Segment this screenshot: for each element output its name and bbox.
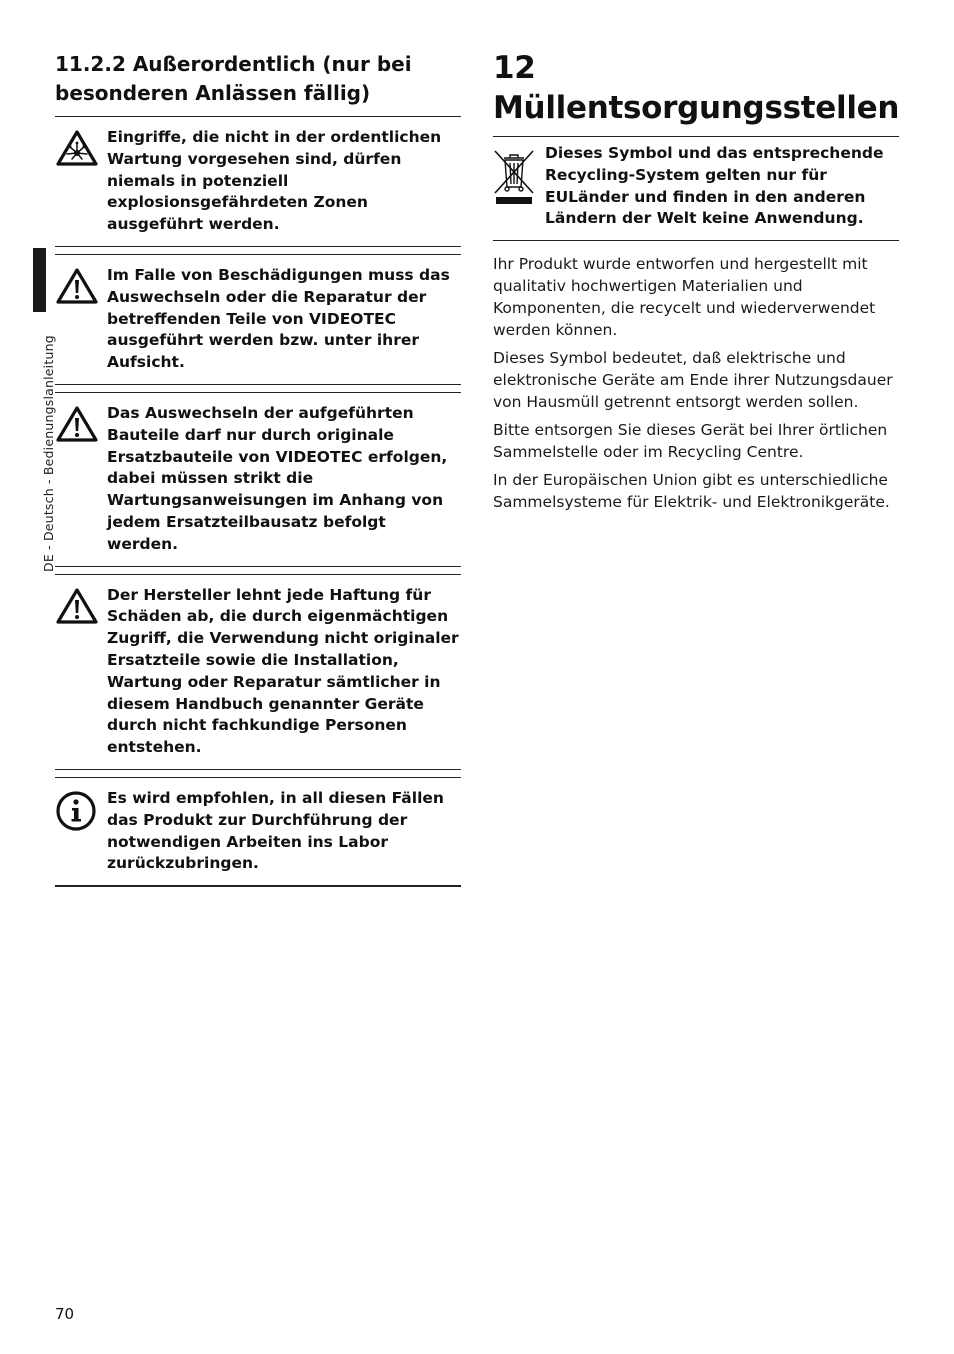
notice-warning xyxy=(55,574,461,770)
notice-explosion xyxy=(55,116,461,247)
page-number: 70 xyxy=(55,1305,75,1323)
chapter-heading: 12 Müllentsorgungsstellen xyxy=(493,50,900,126)
sidebar-language-label: DE - Deutsch - Bedienungslanleitung xyxy=(41,335,56,572)
notice-text: Der Hersteller lehnt jede Haftung für Schäden ab, die durch eigenmächtigen Zugriff, die Verwendung nicht originaler Ersatzteile sowie die Installation, Wartung oder Reparatur sämtlicher in diesem Handbuch genannter Geräte durch nicht fachkundige Personen entstehen. xyxy=(107,585,459,757)
notice-info xyxy=(55,777,461,887)
info-icon xyxy=(55,788,107,875)
notice-text: Im Falle von Beschädigungen muss das Auswechseln oder die Reparatur der betreffenden Teile von VIDEOTEC ausgeführt werden bzw. unter ihrer Aufsicht. xyxy=(107,265,450,372)
body-paragraph: In der Europäischen Union gibt es unterschiedliche Sammelsysteme für Elektrik- und Elektronikgeräte. xyxy=(493,471,890,512)
notice-text: Es wird empfohlen, in all diesen Fällen das Produkt zur Durchführung der notwendigen Arbeiten ins Labor zurückzubringen. xyxy=(107,788,444,873)
notice-warning xyxy=(55,392,461,567)
weee-notice xyxy=(493,136,899,241)
language-tab-marker xyxy=(33,248,46,312)
warning-icon xyxy=(55,585,107,759)
warning-icon xyxy=(55,403,107,556)
warning-icon xyxy=(55,265,107,374)
body-paragraph: Ihr Produkt wurde entworfen und hergestellt mit qualitativ hochwertigen Materialien und Komponenten, die recycelt und wiederverwendet werden können. xyxy=(493,255,876,340)
body-paragraph: Dieses Symbol bedeutet, daß elektrische und elektronische Geräte am Ende ihrer Nutzungsdauer von Hausmüll getrennt entsorgt werden sollen. xyxy=(493,349,893,412)
explosion-hazard-icon xyxy=(55,127,107,236)
crossed-out-bin-icon xyxy=(493,143,545,230)
body-paragraph: Bitte entsorgen Sie dieses Gerät bei Ihrer örtlichen Sammelstelle oder im Recycling Centre. xyxy=(493,421,888,462)
right-column xyxy=(493,48,899,513)
left-column xyxy=(55,50,461,887)
notice-text: Das Auswechseln der aufgeführten Bauteile darf nur durch originale Ersatzbauteile von VIDEOTEC erfolgen, dabei müssen strikt die Wartungsanweisungen im Anhang von jedem Ersatzteilbausatz befolgt werden. xyxy=(107,403,448,553)
section-heading: 11.2.2 Außerordentlich (nur bei besonderen Anlässen fällig) xyxy=(55,52,412,105)
notice-text: Eingriffe, die nicht in der ordentlichen Wartung vorgesehen sind, dürfen niemals in potenziell explosionsgefährdeten Zonen ausgeführt werden. xyxy=(107,128,442,234)
weee-notice-text: Dieses Symbol und das entsprechende Recycling-System gelten nur für EULänder und finden in den anderen Ländern der Welt keine Anwendung. xyxy=(545,144,884,228)
notice-warning xyxy=(55,254,461,385)
